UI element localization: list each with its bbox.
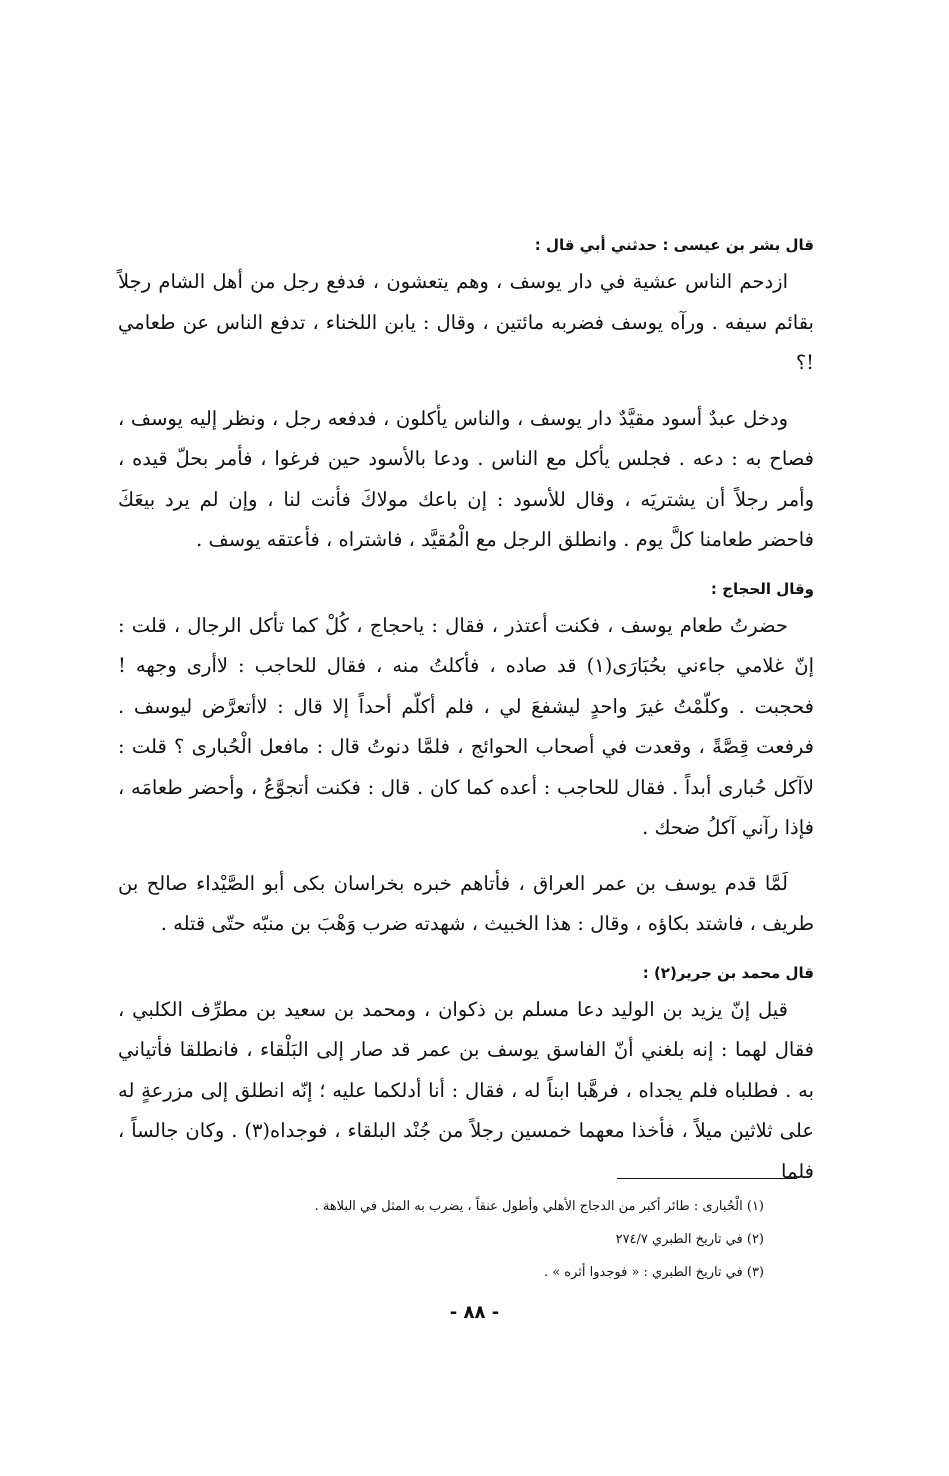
- footnote: (٣) في تاريخ الطبري : « فوجدوا أثره » .: [543, 1265, 764, 1280]
- footnote: (٢) في تاريخ الطبري ٢٧٤/٧: [615, 1232, 764, 1247]
- body-paragraph: حضرتُ طعام يوسف ، فكنت أعتذر ، فقال : ياحجاج ، كُلْ كما تأكل الرجال ، قلت : إنّ غلامي جاءني بحُبَارَى(١) قد صاده ، فأكلتُ منه ، فقال للحاجب : لاأرى وجهه ! فحجبت . وكلّمْتُ غيرَ واحدٍ ليشفعَ لي ، فلم أكلّم أحداً إلا قال : لاأتعرَّض ليوسف . فرفعت قِصَّةً ، وقعدت في أصحاب الحوائج ، فلمَّا دنوتُ قال : مافعل الْحُبارى ؟ قلت : لاآكل حُبارى أبداً . فقال للحاجب : أعده كما كان . قال : فكنت أتجوَّعُ ، وأحضر طعامَه ، فإذا رآني آكلُ ضحك .: [118, 613, 814, 839]
- body-paragraph: قيل إنّ يزيد بن الوليد دعا مسلم بن ذكوان ، ومحمد بن سعيد بن مطرِّف الكلبي ، فقال لهما : إنه بلغني أنّ الفاسق يوسف بن عمر قد صار إلى البَلْقاء ، فانطلقا فأتياني به . فطلباه فلم يجداه ، فرهَّبا ابناً له ، فقال : أنا أدلكما عليه ؛ إنّه انطلق إلى مزرعةٍ له على ثلاثين ميلاً ، فأخذا معهما خمسين رجلاً من جُنْد البلقاء ، فوجداه(٣) . وكان جالساً ، فلما: [118, 997, 814, 1183]
- page-number: - ٨٨ -: [449, 1302, 500, 1323]
- body-paragraph: لَمَّا قدم يوسف بن عمر العراق ، فأتاهم خبره بخراسان بكى أبو الصَّيْداء صالح بن طريف ، فاشتد بكاؤه ، وقال : هذا الخبيث ، شهدته ضرب وَهْبَ بن منبّه حتّى قتله .: [118, 871, 814, 935]
- body-paragraph: ودخل عبدٌ أسود مقيَّدٌ دار يوسف ، والناس يأكلون ، فدفعه رجل ، ونظر إليه يوسف ، فصاح به : دعه . فجلس يأكل مع الناس . ودعا بالأسود حين فرغوا ، فأمر بحلّ قيده ، وأمر رجلاً أن يشتريَه ، وقال للأسود : إن باعك مولاكَ فأنت لنا ، وإن لم يرد بيعَكَ فاحضر طعامنا كلَّ يوم . وانطلق الرجل مع الْمُقيَّد ، فاشتراه ، فأعتقه يوسف .: [118, 406, 814, 551]
- main-text: [118, 232, 814, 1207]
- section-heading: قال محمد بن جرير(٢) :: [642, 963, 814, 982]
- footnote-divider: [617, 1178, 797, 1179]
- footnote: (١) الْحُبارى : طائر أكبر من الدجاج الأهلي وأطول عنقاً ، يضرب به المثل في البلاهة .: [314, 1199, 764, 1214]
- section-heading: قال بشر بن عيسى : حدثني أبي قال :: [534, 236, 814, 254]
- section-heading: وقال الحجاج :: [710, 579, 814, 598]
- footnotes: [180, 1190, 764, 1289]
- body-paragraph: ازدحم الناس عشية في دار يوسف ، وهم يتعشون ، فدفع رجل من أهل الشام رجلاً بقائم سيفه . ورآه يوسف فضربه مائتين ، وقال : يابن اللخناء ، تدفع الناس عن طعامي !؟: [118, 270, 814, 374]
